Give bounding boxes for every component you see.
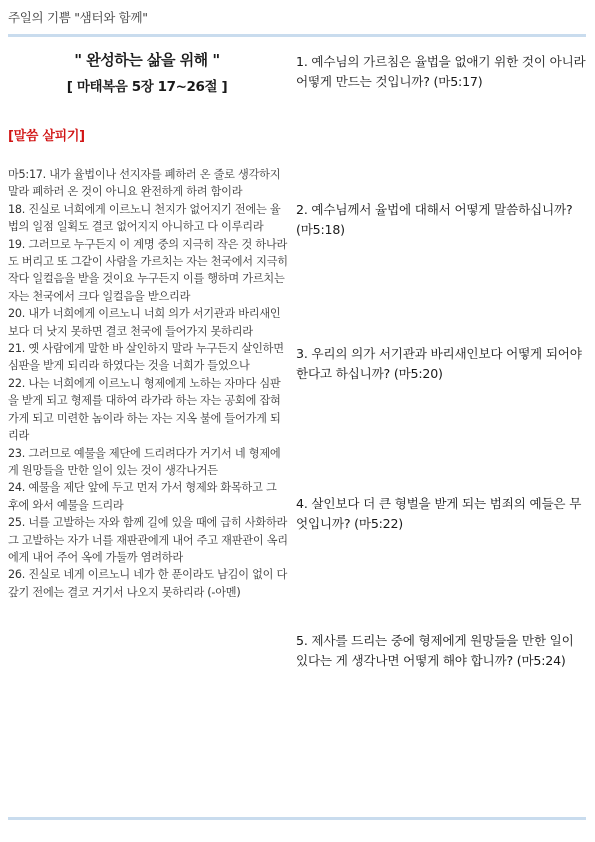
question-1: 1. 예수님의 가르침은 율법을 없애기 위한 것이 아니라 어떻게 만드는 것입니까? (마5:17) — [296, 54, 586, 89]
section-label: [말씀 살피기] — [8, 129, 85, 144]
question-5: 5. 제사를 드리는 중에 형제에게 원망들을 만한 일이 있다는 게 생각나면 어떻게 해야 합니까? (마5:24) — [296, 633, 574, 668]
verse-20: 20. 내가 너희에게 이르노니 너희 의가 서기관과 바리새인보다 더 낫지 못하면 결코 천국에 들어가지 못하리라 — [8, 307, 281, 338]
title-block — [8, 47, 286, 97]
verse-19: 19. 그러므로 누구든지 이 계명 중의 지극히 작은 것 하나라도 버리고 또 그같이 사람을 가르치는 자는 천국에서 지극히 작다 일컬음을 받을 것이요 누구든지 이를 행하며 가르치는 자는 천국에서 크다 일컬음을 받으리라 — [8, 237, 288, 303]
verse-26: 26. 진실로 네게 이르노니 네가 한 푼이라도 남김이 없이 다 갚기 전에는 결코 거기서 나오지 못하리라 (-아멘) — [8, 568, 288, 599]
sermon-title: " 완성하는 삶을 위해 " — [74, 51, 220, 69]
scripture-passage — [8, 166, 290, 601]
page-header-title: 주일의 기쁨 "샘터와 함께" — [8, 10, 148, 25]
verse-25: 25. 너를 고발하는 자와 함께 길에 있을 때에 급히 사화하라 그 고발하는 자가 너를 재판관에게 내어 주고 재판관이 옥리에게 내어 주어 옥에 가둘까 염려하라 — [8, 516, 288, 564]
verse-23: 23. 그러므로 예물을 제단에 드리려다가 거기서 네 형제에게 원망들을 만한 일이 있는 것이 생각나거든 — [8, 446, 281, 477]
verse-24: 24. 예물을 제단 앞에 두고 먼저 가서 형제와 화목하고 그 후에 와서 예물을 드리라 — [8, 481, 277, 512]
question-3: 3. 우리의 의가 서기관과 바리새인보다 어떻게 되어야 한다고 하십니까? (마5:20) — [296, 346, 582, 381]
verse-22: 22. 나는 너희에게 이르노니 형제에게 노하는 자마다 심판을 받게 되고 형제를 대하여 라가라 하는 자는 공회에 잡혀가게 되고 미련한 놈이라 하는 자는 지옥 불에 들어가게 되리라 — [8, 376, 281, 443]
verse-17: 마5:17. 내가 율법이나 선지자를 폐하러 온 줄로 생각하지 말라 폐하러 온 것이 아니요 완전하게 하려 함이라 — [8, 168, 281, 199]
verse-18: 18. 진실로 너희에게 이르노니 천지가 없어지기 전에는 율법의 일점 일획도 결코 없어지지 아니하고 다 이루리라 — [8, 202, 281, 234]
verse-21: 21. 옛 사람에게 말한 바 살인하지 말라 누구든지 살인하면 심판을 받게 되리라 하였다는 것을 너희가 들었으나 — [8, 342, 284, 373]
question-2: 2. 예수님께서 율법에 대해서 어떻게 말씀하십니까? (마5:18) — [296, 202, 573, 237]
top-divider — [8, 34, 586, 37]
question-4: 4. 살인보다 더 큰 형벌을 받게 되는 범죄의 예들은 무엇입니까? (마5:22) — [296, 496, 582, 531]
scripture-reference: [ 마태복음 5장 17~26절 ] — [66, 79, 228, 95]
bottom-divider — [8, 817, 586, 820]
